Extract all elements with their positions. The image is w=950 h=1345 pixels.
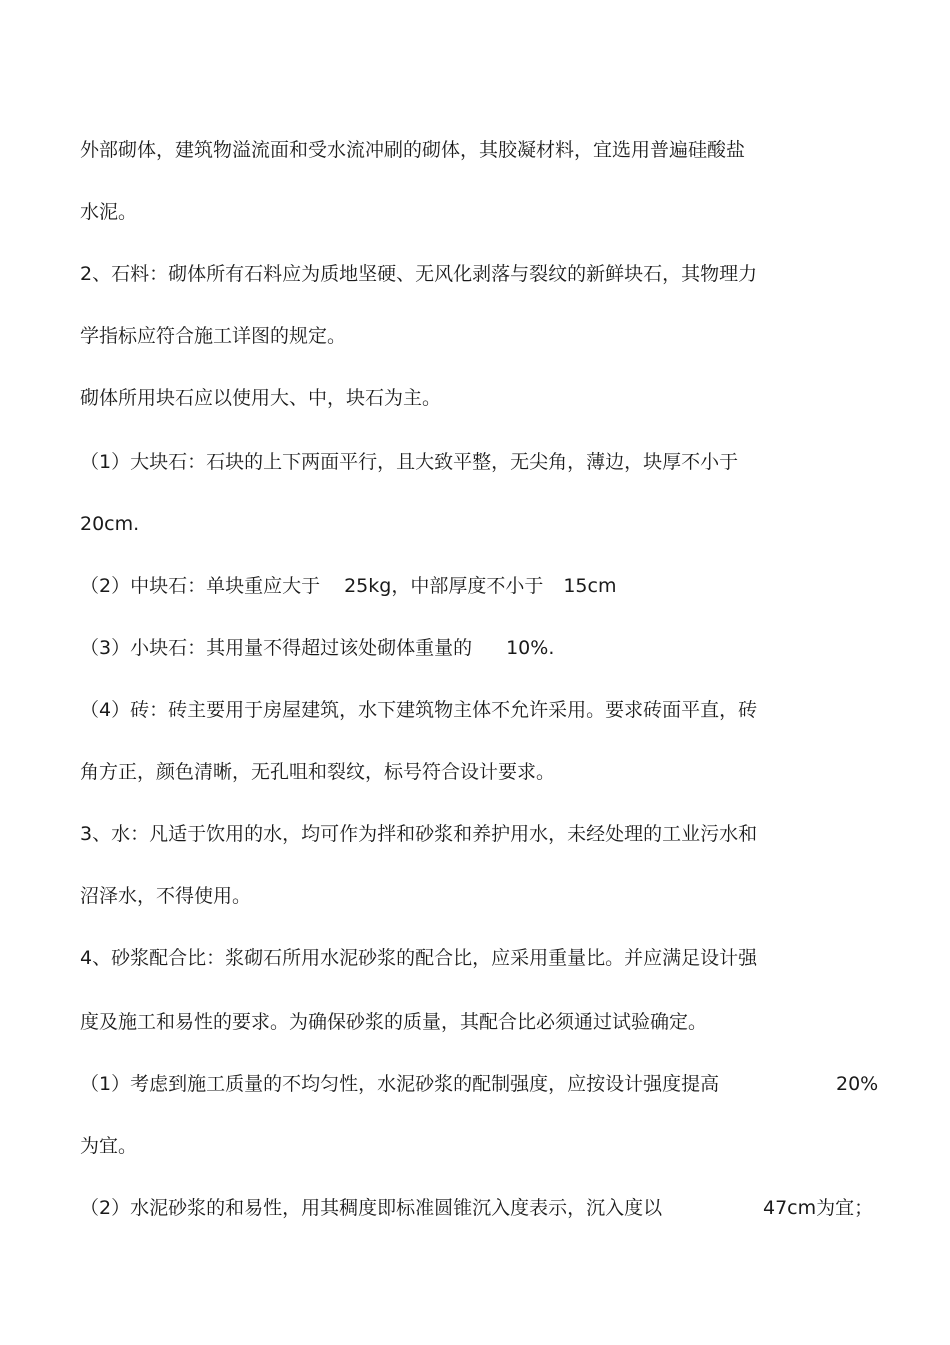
text-line: 2、石料：砌体所有石料应为质地坚硬、无风化剥落与裂纹的新鲜块石，其物理力 (80, 263, 758, 285)
text-line: 角方正，颜色清晰，无孔咀和裂纹，标号符合设计要求。 (80, 761, 556, 783)
text-line: 为宜。 (80, 1135, 138, 1157)
text-line: 砌体所用块石应以使用大、中，块石为主。 (80, 387, 442, 409)
text-line (80, 574, 616, 598)
text-line: 4、砂浆配合比：浆砌石所用水泥砂浆的配合比，应采用重量比。并应满足设计强 (80, 947, 758, 969)
text-segment: 47cm为宜； (763, 1197, 874, 1219)
text-segment: 10%. (506, 637, 555, 659)
text-line: 3、水：凡适于饮用的水，均可作为拌和砂浆和养护用水，未经处理的工业污水和 (80, 823, 758, 845)
text-line: （2）水泥砂浆的和易性，用其稠度即标准圆锥沉入度表示，沉入度以 (80, 1197, 663, 1219)
text-line: 外部砌体，建筑物溢流面和受水流冲刷的砌体，其胶凝材料，宜选用普遍硅酸盐 (80, 139, 746, 161)
text-segment: 25kg，中部厚度不小于 (344, 575, 544, 597)
text-segment: （2）中块石：单块重应大于 (80, 575, 321, 597)
text-line: 水泥。 (80, 201, 138, 223)
text-segment: 15cm (563, 575, 617, 597)
text-line (80, 636, 554, 660)
text-line: 学指标应符合施工详图的规定。 (80, 325, 347, 347)
text-segment: 20% (836, 1073, 879, 1095)
text-line: 度及施工和易性的要求。为确保砂浆的质量，其配合比必须通过试验确定。 (80, 1011, 708, 1033)
text-line: （1）大块石：石块的上下两面平行，且大致平整，无尖角，薄边，块厚不小于 (80, 451, 739, 473)
text-line: 20cm. (80, 513, 140, 535)
text-line: （1）考虑到施工质量的不均匀性，水泥砂浆的配制强度，应按设计强度提高 (80, 1073, 720, 1095)
text-segment: （3）小块石：其用量不得超过该处砌体重量的 (80, 637, 473, 659)
text-line: （4）砖：砖主要用于房屋建筑，水下建筑物主体不允许采用。要求砖面平直，砖 (80, 699, 758, 721)
text-line: 沼泽水，不得使用。 (80, 885, 252, 907)
